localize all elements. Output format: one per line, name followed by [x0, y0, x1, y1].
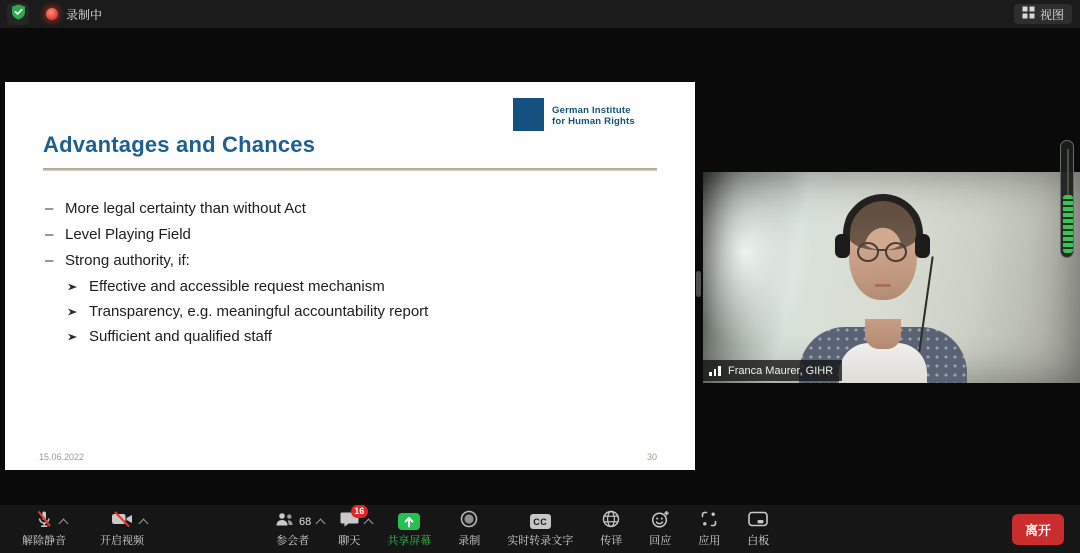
- participant-name: Franca Maurer, GIHR: [728, 364, 834, 377]
- glasses-bridge: [878, 249, 886, 251]
- view-button-label: 视图: [1039, 7, 1064, 22]
- shield-check-icon: [11, 4, 26, 25]
- security-shield-button[interactable]: [7, 3, 29, 25]
- bullet-item: – Strong authority, if:: [45, 252, 190, 269]
- participants-icon: [274, 512, 295, 532]
- start-video-button[interactable]: [100, 512, 144, 547]
- glasses-left-lens: [857, 242, 879, 262]
- volume-level-bars: [1063, 195, 1073, 253]
- reactions-button[interactable]: [649, 512, 671, 547]
- gihr-logo: [513, 98, 635, 131]
- speaker-neck: [865, 319, 901, 349]
- unmute-label: 解除静音: [22, 534, 66, 547]
- top-bar: [0, 0, 1080, 28]
- camera-muted-icon: [111, 510, 134, 533]
- headphone-earcup-right: [915, 234, 930, 258]
- whiteboard-label: 白板: [747, 534, 770, 547]
- arrow-bullet-icon: [67, 332, 89, 342]
- sub-bullet-item: Sufficient and qualified staff: [67, 328, 645, 345]
- grid-view-icon: [1022, 6, 1035, 22]
- panel-collapse-handle[interactable]: [696, 271, 701, 297]
- interpretation-label: 传译: [600, 534, 623, 547]
- speaker-video-tile[interactable]: [703, 172, 1080, 383]
- share-screen-label: 共享屏幕: [387, 534, 432, 547]
- reactions-smiley-icon: [651, 510, 670, 534]
- gihr-logo-mark: [513, 98, 544, 131]
- participant-name-tag: [703, 360, 842, 381]
- speaker-shirt: [839, 343, 927, 383]
- slide-page-number: 30: [646, 452, 657, 462]
- chat-unread-badge: 16: [351, 505, 368, 518]
- chat-bubble-icon: [340, 505, 365, 533]
- gihr-logo-text: German Institute for Human Rights: [552, 105, 635, 127]
- signal-bars-icon: [709, 365, 722, 376]
- record-label: 录制: [458, 534, 481, 547]
- bullet-list: [45, 200, 645, 353]
- headphones-band: [843, 194, 923, 238]
- participants-chevron[interactable]: [316, 517, 326, 527]
- chat-chevron[interactable]: [364, 517, 374, 527]
- start-video-label: 开启视频: [100, 534, 144, 547]
- recording-indicator: [46, 3, 102, 25]
- globe-icon: [602, 510, 620, 533]
- share-screen-button[interactable]: [387, 512, 431, 547]
- arrow-bullet-icon: [67, 307, 89, 317]
- bullet-item: – More legal certainty than without Act: [45, 200, 306, 217]
- recording-label: 录制中: [66, 7, 103, 22]
- volume-level-indicator[interactable]: [1060, 140, 1074, 258]
- participants-label: 参会者: [276, 534, 310, 547]
- headphone-earcup-left: [835, 234, 850, 258]
- record-icon: [460, 510, 478, 533]
- unmute-options-chevron[interactable]: [59, 517, 69, 527]
- arrow-bullet-icon: [67, 282, 89, 292]
- speaker-mouth: [875, 284, 891, 287]
- slide-title: Advantages and Chances: [43, 132, 316, 157]
- glasses-right-lens: [885, 242, 907, 262]
- live-transcription-label: 实时转录文字: [507, 534, 574, 547]
- apps-label: 应用: [698, 534, 721, 547]
- whiteboard-button[interactable]: [747, 512, 769, 547]
- chat-button[interactable]: [338, 505, 365, 547]
- video-options-chevron[interactable]: [139, 517, 149, 527]
- record-button[interactable]: [458, 512, 480, 547]
- title-underline: [43, 168, 657, 171]
- live-transcription-button[interactable]: [507, 512, 573, 547]
- volume-track: [1067, 149, 1069, 197]
- unmute-button[interactable]: [22, 512, 66, 547]
- apps-icon: [700, 510, 718, 533]
- bullet-item: – Level Playing Field: [45, 226, 191, 243]
- apps-button[interactable]: [698, 512, 720, 547]
- meeting-toolbar: [0, 505, 1080, 553]
- recording-dot-icon: [46, 8, 58, 20]
- microphone-muted-icon: [34, 509, 54, 534]
- share-screen-icon: [398, 513, 420, 530]
- view-button[interactable]: [1014, 4, 1072, 24]
- chat-label: 聊天: [338, 534, 361, 547]
- participants-button[interactable]: [274, 512, 311, 547]
- sub-bullet-item: Effective and accessible request mechanism: [67, 278, 645, 295]
- shared-screen-slide: [5, 82, 695, 470]
- sub-bullet-item: Transparency, e.g. meaningful accountability report: [67, 303, 645, 320]
- closed-captions-icon: CC: [530, 514, 551, 529]
- slide-date: 15.06.2022: [39, 452, 85, 462]
- whiteboard-icon: [748, 511, 768, 533]
- leave-meeting-button[interactable]: 离开: [1012, 514, 1064, 545]
- participants-count: 68: [299, 515, 312, 528]
- reactions-label: 回应: [649, 534, 672, 547]
- interpretation-button[interactable]: [600, 512, 622, 547]
